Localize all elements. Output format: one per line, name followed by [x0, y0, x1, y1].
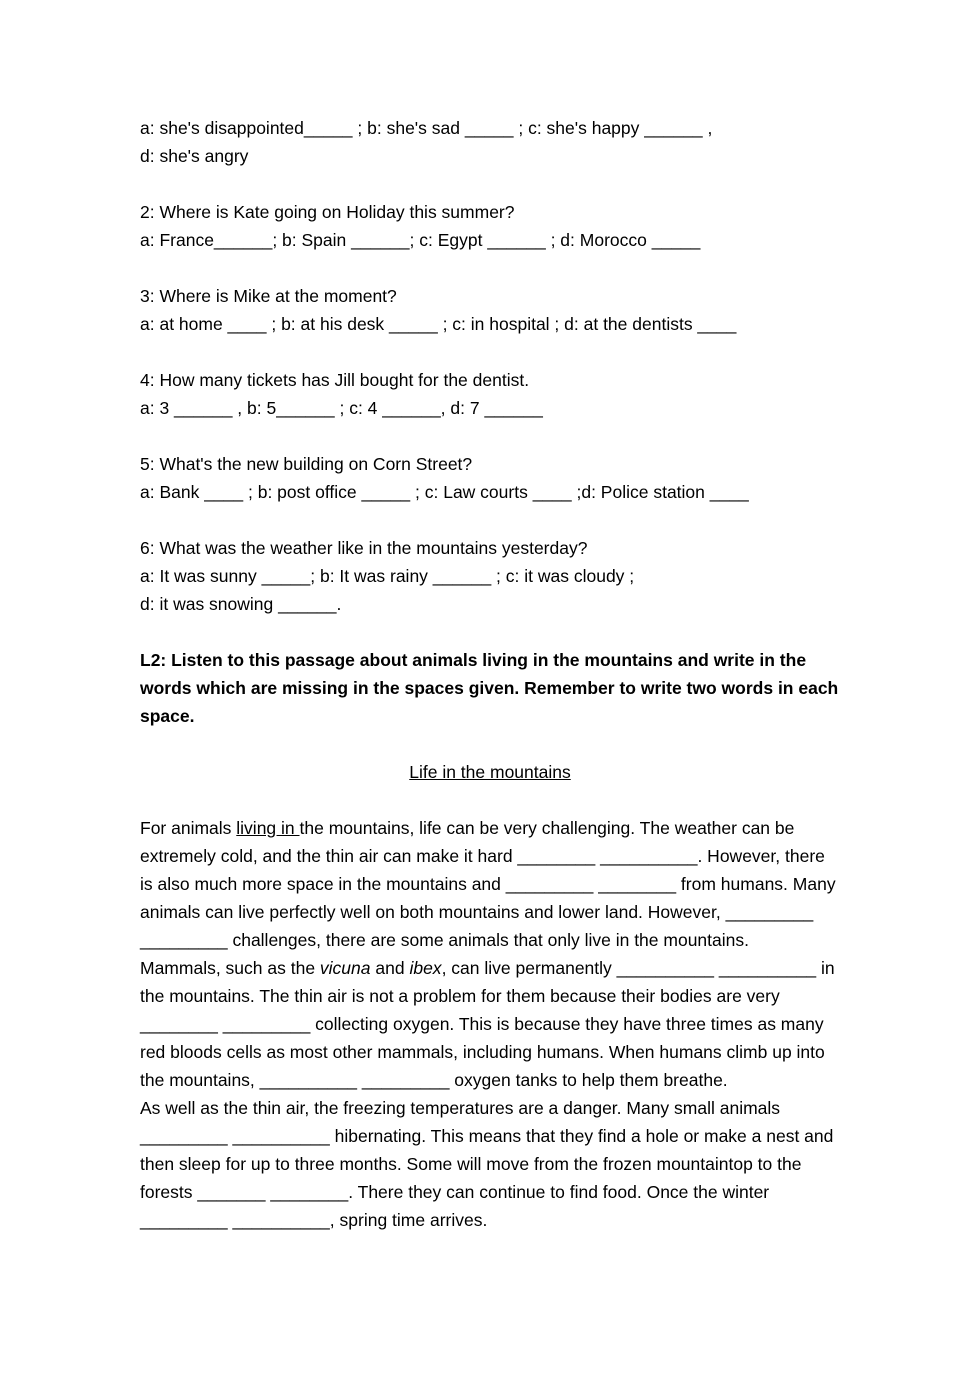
- questions-section: [140, 114, 840, 618]
- question-line: a: at home ____ ; b: at his desk _____ ; c: in hospital ; d: at the dentists ____: [140, 314, 737, 334]
- question-line: a: she's disappointed_____ ; b: she's sad _____ ; c: she's happy ______ ,: [140, 118, 713, 138]
- question-line: a: Bank ____ ; b: post office _____ ; c: Law courts ____ ;d: Police station ____: [140, 482, 749, 502]
- italic-term: vicuna: [319, 958, 371, 978]
- question-block-4: [140, 366, 840, 422]
- section-instructions: L2: Listen to this passage about animals living in the mountains and write in the words which are missing in the spaces given. Remember to write two words in each space.: [140, 650, 839, 726]
- passage-title: Life in the mountains: [409, 762, 571, 782]
- question-line: d: she's angry: [140, 146, 249, 166]
- passage-paragraph-2: [140, 954, 840, 1094]
- question-line: a: France______; b: Spain ______; c: Egypt ______ ; d: Morocco _____: [140, 230, 701, 250]
- passage-paragraph-3: [140, 1094, 840, 1234]
- passage-text: For animals: [140, 818, 237, 838]
- question-block-6: [140, 534, 840, 618]
- question-line: d: it was snowing ______.: [140, 594, 342, 614]
- passage-text: As well as the thin air, the freezing temperatures are a danger. Many small animals _________ __________ hibernating. This means that they find a hole or make a nest and then sleep for up to three months. Some will move from the frozen mountaintop to the forests _______ ________. There they can continue to find food. Once the winter _________ __________, spring time arrives.: [140, 1098, 834, 1230]
- question-line: 3: Where is Mike at the moment?: [140, 286, 397, 306]
- passage-text: and: [370, 958, 410, 978]
- question-line: 5: What's the new building on Corn Street?: [140, 454, 473, 474]
- question-line: 4: How many tickets has Jill bought for the dentist.: [140, 370, 530, 390]
- passage-text: the mountains, life can be very challenging. The weather can be extremely cold, and the thin air can make it hard ________ __________. However, there is also much more space in the mountains and _________ ________ from humans. Many animals can live perfectly well on both mountains and lower land. However, _________ _________ challenges, there are some animals that only live in the mountains.: [140, 818, 836, 950]
- passage-text: Mammals, such as the: [140, 958, 320, 978]
- passage-body: [140, 814, 840, 1234]
- question-block-2: [140, 198, 840, 254]
- question-block-5: [140, 450, 840, 506]
- question-line: a: 3 ______ , b: 5______ ; c: 4 ______, d: 7 ______: [140, 398, 543, 418]
- question-block-3: [140, 282, 840, 338]
- question-block-1: [140, 114, 840, 170]
- italic-term: ibex: [409, 958, 442, 978]
- question-line: 6: What was the weather like in the mountains yesterday?: [140, 538, 588, 558]
- passage-paragraph-1: [140, 814, 840, 954]
- passage-text: , can live permanently __________ __________ in the mountains. The thin air is not a problem for them because their bodies are very ________ _________ collecting oxygen. This is because they have three times as many red bloods cells as most other mammals, including humans. When humans climb up into the mountains, __________ _________ oxygen tanks to help them breathe.: [140, 958, 835, 1090]
- passage-title-line: [140, 758, 840, 786]
- question-line: a: It was sunny _____; b: It was rainy ______ ; c: it was cloudy ;: [140, 566, 635, 586]
- question-line: 2: Where is Kate going on Holiday this summer?: [140, 202, 515, 222]
- underlined-text: living in: [236, 818, 300, 838]
